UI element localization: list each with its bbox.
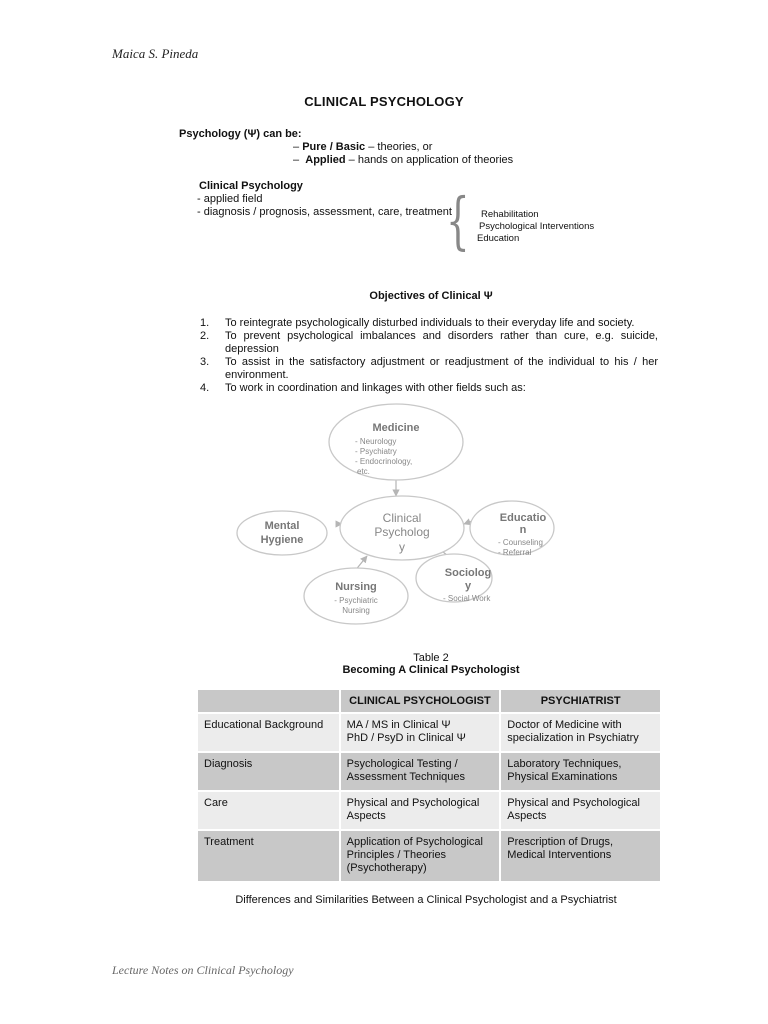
objective-item [200,330,658,356]
table-row [198,831,660,881]
cell-line: Medical Interventions [507,849,612,861]
sociology-item: - Social Work [443,594,491,603]
brace-item-interventions: Psychological Interventions [479,221,595,232]
cell-line: (Psychotherapy) [346,862,427,874]
center-line: Psycholog [374,525,430,539]
row-label: Care [198,792,339,829]
mental-hygiene-node [237,511,327,555]
psychiatrist-cell [501,714,660,751]
cell-line: Physical and Psychological [346,797,480,809]
cell-line: Psychological Testing / [346,758,458,770]
cell-line: Doctor of Medicine with [507,719,622,731]
table-row [198,714,660,751]
intro-applied-dash: – [293,154,300,166]
intro-applied-rest: – hands on application of theories [348,154,514,166]
center-line: y [399,540,405,554]
intro-pure [293,141,432,154]
table-row [198,792,660,829]
objective-text: To assist in the satisfactory adjustment or readjustment of the individual to his / her environment. [225,356,658,381]
cell-line: specialization in Psychiatry [507,732,639,744]
objective-text: To reintegrate psychologically disturbed individuals to their everyday life and society. [225,317,635,329]
objective-text: To work in coordination and linkages with other fields such as: [225,382,526,394]
cell-line: Aspects [346,810,386,822]
objective-number: 2. [200,330,210,342]
row-label: Educational Background [198,714,339,751]
page-footer: Lecture Notes on Clinical Psychology [112,963,294,977]
psychiatrist-cell [501,831,660,881]
cell-line: Application of Psychological [346,836,483,848]
medicine-item: etc. [357,467,370,476]
intro-applied-bold: Applied [305,154,346,166]
nursing-item: - Psychiatric [334,596,378,605]
medicine-item: - Endocrinology, [355,457,413,466]
education-title: Educatio [499,512,547,524]
intro-pure-bold: Pure / Basic [302,141,366,153]
cell-line: Assessment Techniques [346,771,466,783]
cell-line: PhD / PsyD in Clinical Ψ [346,732,466,744]
mental-hygiene-line: Hygiene [260,534,304,546]
sociology-title: Sociolog [444,567,492,579]
education-item: - Referral [498,548,532,557]
brace-item-rehabilitation: Rehabilitation [481,209,539,220]
table-header-psychiatrist: PSYCHIATRIST [501,690,660,712]
nursing-item: Nursing [342,606,370,615]
row-label: Treatment [198,831,339,881]
intro-lead: Psychology (Ψ) can be: [179,128,302,140]
table-row [198,753,660,790]
education-item: - Counseling [498,538,543,547]
medicine-item: - Psychiatry [355,447,397,456]
objective-number: 1. [200,317,210,329]
education-title: n [519,524,527,536]
center-line: Clinical [382,511,422,525]
page-title: CLINICAL PSYCHOLOGY [304,94,464,109]
psychiatrist-cell [501,792,660,829]
objective-number: 4. [200,382,210,394]
table-bottom-caption: Differences and Similarities Between a Clinical Psychologist and a Psychiatrist [235,894,617,906]
curly-brace: { [446,184,470,257]
medicine-title: Medicine [372,422,420,434]
table-header-blank [198,690,339,712]
nursing-title: Nursing [335,581,377,593]
objectives-list [200,317,658,395]
objective-item [200,382,658,395]
sociology-title: y [464,580,472,592]
cell-line: Laboratory Techniques, [507,758,622,770]
intro-pure-dash: – [293,141,300,153]
objective-item [200,356,658,382]
cell-line: Physical Examinations [507,771,618,783]
intro-applied [293,154,513,167]
clinical-heading: Clinical Psychology [199,180,303,192]
row-label: Diagnosis [198,753,339,790]
cell-line: Prescription of Drugs, [507,836,614,848]
cell-line: Principles / Theories [346,849,447,861]
objectives-title: Objectives of Clinical Ψ [369,290,493,302]
cell-line: Aspects [507,810,547,822]
psychologist-cell [341,714,500,751]
cell-line: MA / MS in Clinical Ψ [346,719,451,731]
linkages-diagram [230,400,560,630]
header-author: Maica S. Pineda [112,46,199,61]
table-label: Table 2 [413,652,449,664]
psychologist-cell [341,792,500,829]
comparison-table [196,688,662,883]
psychiatrist-cell [501,753,660,790]
table-header-row [198,690,660,712]
objective-text: To prevent psychological imbalances and disorders rather than cure, e.g. suicide, depression [225,330,658,355]
table-header-psychologist: CLINICAL PSYCHOLOGIST [341,690,500,712]
objective-item [200,317,658,330]
intro-pure-rest: – theories, or [368,141,433,153]
psychologist-cell [341,753,500,790]
clinical-line-2: - diagnosis / prognosis, assessment, care, treatment [197,206,452,218]
medicine-item: - Neurology [355,437,397,446]
objective-number: 3. [200,356,210,368]
cell-line: Physical and Psychological [507,797,640,809]
psychologist-cell [341,831,500,881]
brace-item-education: Education [477,233,520,244]
clinical-line-1: - applied field [197,193,263,205]
mental-hygiene-line: Mental [264,520,300,532]
table-title: Becoming A Clinical Psychologist [342,664,520,676]
